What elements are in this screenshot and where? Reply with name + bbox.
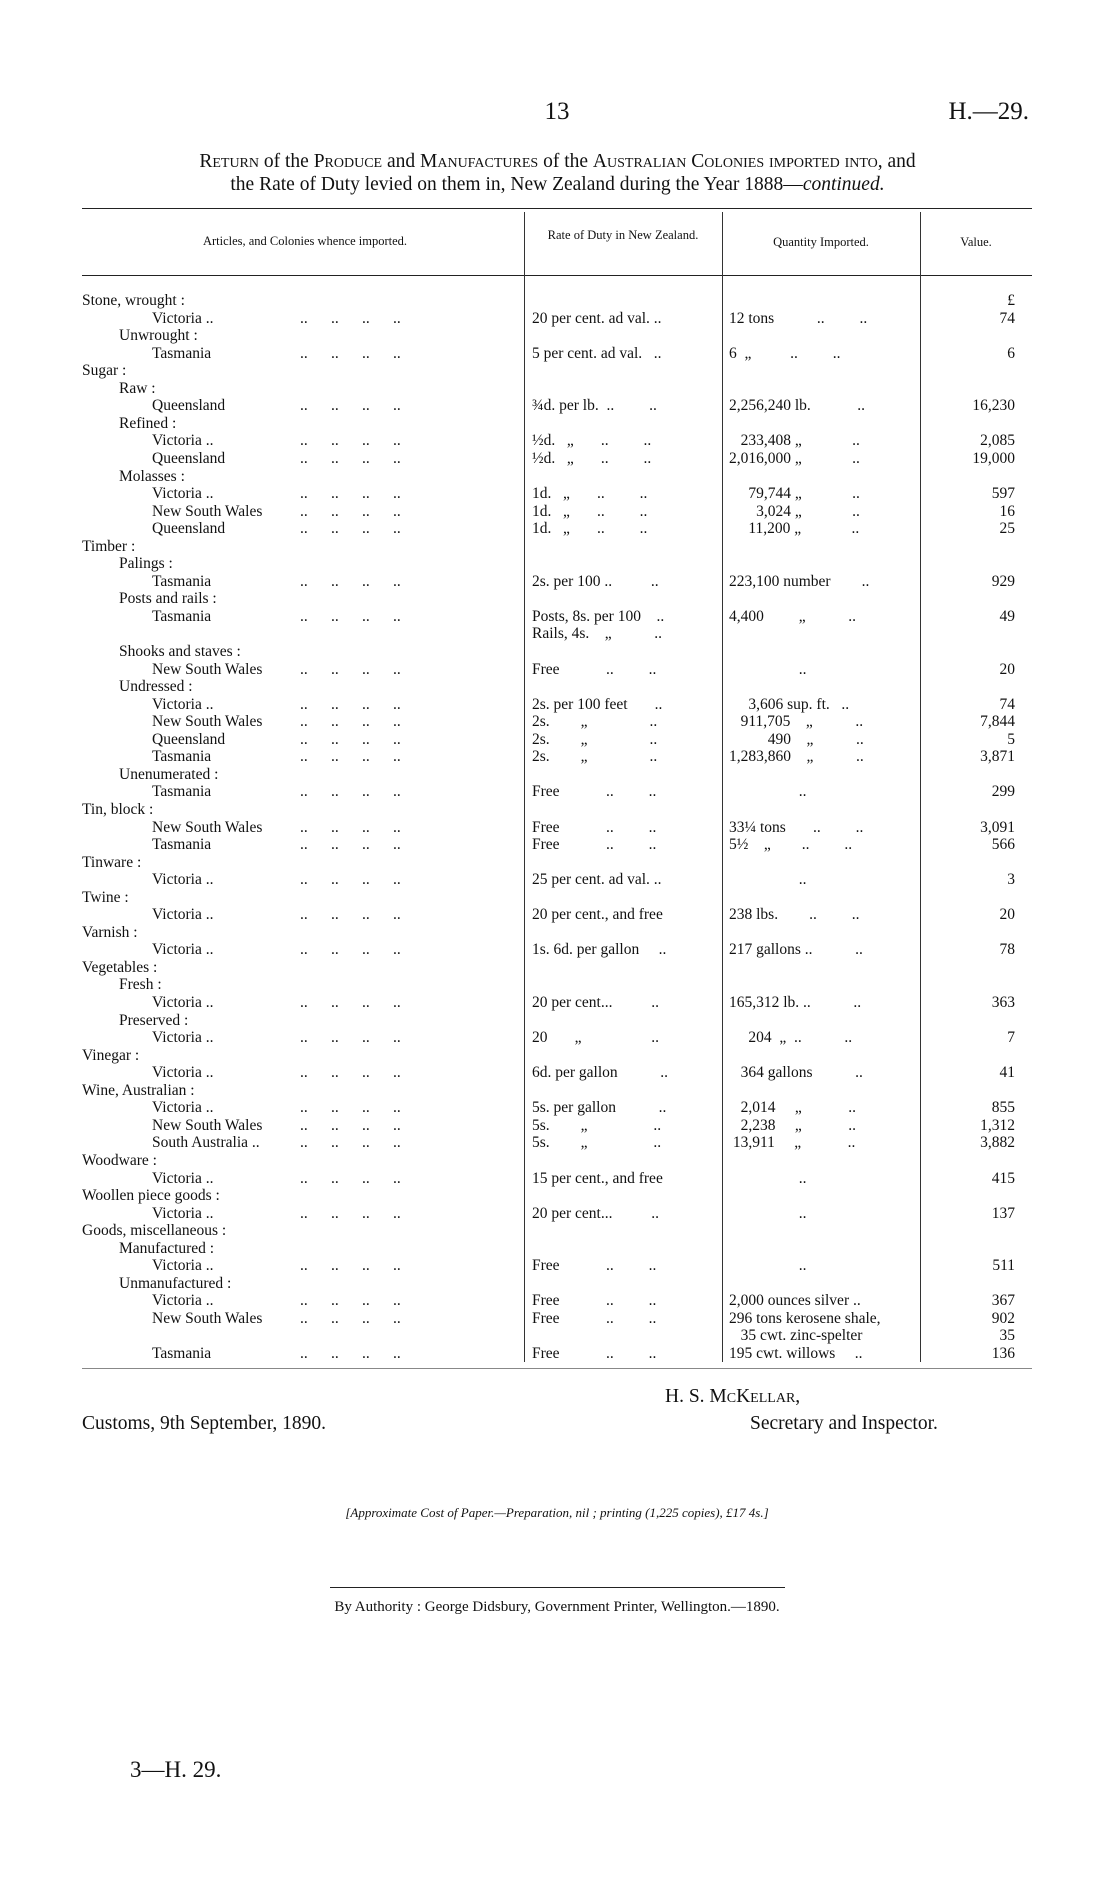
header-value: Value.: [960, 235, 992, 249]
quantity-cell: 2,016,000 „ ..: [729, 450, 860, 467]
article-cell: Raw :: [119, 380, 156, 397]
table-header-rule: [82, 275, 1032, 276]
value-cell: 78: [999, 941, 1015, 958]
quantity-cell: 3,024 „ ..: [729, 503, 860, 520]
title-word: and: [382, 151, 421, 172]
value-cell: 49: [999, 608, 1015, 625]
title-continued: continued.: [802, 174, 885, 195]
leader-dots: .. .. .. ..: [300, 1064, 401, 1081]
article-cell: Woollen piece goods :: [82, 1187, 220, 1204]
quantity-cell: 217 gallons .. ..: [729, 941, 863, 958]
quantity-cell: 6 „ .. ..: [729, 345, 841, 362]
quantity-cell: ..: [729, 1257, 807, 1274]
value-cell: 74: [999, 696, 1015, 713]
article-cell: Victoria ..: [152, 1205, 214, 1222]
quantity-cell: 2,256,240 lb. ..: [729, 397, 866, 414]
article-cell: Varnish :: [82, 924, 138, 941]
article-cell: Sugar :: [82, 362, 127, 379]
signatory-position: Secretary and Inspector.: [750, 1413, 938, 1434]
rate-cell: Free .. ..: [532, 783, 657, 800]
rate-cell: Rails, 4s. „ ..: [532, 625, 663, 642]
article-cell: Victoria ..: [152, 485, 214, 502]
leader-dots: .. .. .. ..: [300, 345, 401, 362]
leader-dots: .. .. .. ..: [300, 1117, 401, 1134]
value-cell: 19,000: [972, 450, 1015, 467]
quantity-cell: 204 „ .. ..: [729, 1029, 853, 1046]
value-cell: 3,091: [980, 819, 1015, 836]
value-cell: 363: [991, 994, 1015, 1011]
rate-cell: ¾d. per lb. .. ..: [532, 397, 657, 414]
article-cell: Woodware :: [82, 1152, 157, 1169]
value-cell: 7,844: [980, 713, 1015, 730]
article-cell: Queensland: [152, 520, 226, 537]
rate-cell: Free .. ..: [532, 819, 657, 836]
leader-dots: .. .. .. ..: [300, 748, 401, 765]
article-cell: Victoria ..: [152, 696, 214, 713]
article-cell: Posts and rails :: [119, 590, 217, 607]
article-cell: New South Wales: [152, 713, 263, 730]
quantity-cell: 1,283,860 „ ..: [729, 748, 864, 765]
article-cell: Timber :: [82, 538, 136, 555]
leader-dots: .. .. .. ..: [300, 713, 401, 730]
article-cell: Tin, block :: [82, 801, 154, 818]
leader-dots: .. .. .. ..: [300, 432, 401, 449]
article-cell: Undressed :: [119, 678, 193, 695]
quantity-cell: 33¼ tons .. ..: [729, 819, 864, 836]
quantity-cell: 13,911 „ ..: [729, 1134, 856, 1151]
article-cell: Victoria ..: [152, 1064, 214, 1081]
value-cell: 25: [999, 520, 1015, 537]
rate-cell: 2s. per 100 feet ..: [532, 696, 663, 713]
title-word: Produce: [313, 151, 383, 172]
title-word: Manufactures: [420, 151, 539, 172]
value-cell: 74: [999, 310, 1015, 327]
leader-dots: .. .. .. ..: [300, 608, 401, 625]
article-cell: Fresh :: [119, 976, 162, 993]
paper-cost-note: [Approximate Cost of Paper.—Preparation, nil ; printing (1,225 copies), £17 4s.]: [345, 1505, 769, 1520]
leader-dots: .. .. .. ..: [300, 310, 401, 327]
rate-cell: 2s. „ ..: [532, 713, 658, 730]
leader-dots: .. .. .. ..: [300, 573, 401, 590]
rate-cell: 1s. 6d. per gallon ..: [532, 941, 667, 958]
article-cell: Victoria ..: [152, 1292, 214, 1309]
value-cell: 16,230: [972, 397, 1015, 414]
article-cell: New South Wales: [152, 503, 263, 520]
value-cell: 20: [999, 661, 1015, 678]
leader-dots: .. .. .. ..: [300, 1257, 401, 1274]
leader-dots: .. .. .. ..: [300, 1029, 401, 1046]
column-rule-3: [920, 212, 921, 1362]
header-rate: Rate of Duty in New Zealand.: [547, 228, 699, 242]
quantity-cell: 2,014 „ ..: [729, 1099, 857, 1116]
article-cell: Tinware :: [82, 854, 142, 871]
table-bottom-rule: [82, 1368, 1032, 1369]
rate-cell: 20 per cent. ad val. ..: [532, 310, 662, 327]
article-cell: Vinegar :: [82, 1047, 140, 1064]
quantity-cell: 2,000 ounces silver ..: [729, 1292, 861, 1309]
rate-cell: 25 per cent. ad val. ..: [532, 871, 662, 888]
header-quantity: Quantity Imported.: [773, 235, 869, 249]
page-title: [70, 150, 1045, 196]
value-cell: 902: [991, 1310, 1015, 1327]
article-cell: Unenumerated :: [119, 766, 219, 783]
value-cell: 3,882: [980, 1134, 1015, 1151]
quantity-cell: 2,238 „ ..: [729, 1117, 857, 1134]
title-word: , and: [877, 151, 916, 172]
quantity-cell: 35 cwt. zinc-spelter: [729, 1327, 863, 1344]
article-cell: South Australia ..: [152, 1134, 260, 1151]
rate-cell: ½d. „ .. ..: [532, 450, 652, 467]
value-cell: 137: [991, 1205, 1015, 1222]
document-reference: H.—29.: [948, 98, 1029, 125]
table-top-rule: [82, 208, 1032, 209]
rate-cell: 5s. „ ..: [532, 1117, 662, 1134]
page-number: 13: [544, 98, 570, 125]
article-cell: Victoria ..: [152, 1170, 214, 1187]
rate-cell: 20 per cent... ..: [532, 994, 659, 1011]
article-cell: Twine :: [82, 889, 129, 906]
signatory-name: H. S. McKellar,: [665, 1386, 801, 1407]
rate-cell: 15 per cent., and free: [532, 1170, 663, 1187]
rate-cell: 2s. „ ..: [532, 731, 658, 748]
leader-dots: .. .. .. ..: [300, 1292, 401, 1309]
article-cell: Unmanufactured :: [119, 1275, 232, 1292]
article-cell: Vegetables :: [82, 959, 158, 976]
article-cell: New South Wales: [152, 661, 263, 678]
article-cell: Wine, Australian :: [82, 1082, 195, 1099]
leader-dots: .. .. .. ..: [300, 503, 401, 520]
rate-cell: 5s. „ ..: [532, 1134, 662, 1151]
rate-cell: 5s. per gallon ..: [532, 1099, 667, 1116]
rate-cell: 2s. per 100 .. ..: [532, 573, 659, 590]
quantity-cell: ..: [729, 871, 807, 888]
quantity-cell: 233,408 „ ..: [729, 432, 860, 449]
leader-dots: .. .. .. ..: [300, 1134, 401, 1151]
article-cell: Victoria ..: [152, 941, 214, 958]
rate-cell: 6d. per gallon ..: [532, 1064, 669, 1081]
leader-dots: .. .. .. ..: [300, 1205, 401, 1222]
article-cell: Queensland: [152, 397, 226, 414]
column-rule-2: [722, 212, 723, 1362]
article-cell: New South Wales: [152, 1310, 263, 1327]
article-cell: Victoria ..: [152, 1029, 214, 1046]
rate-cell: 1d. „ .. ..: [532, 503, 648, 520]
value-cell: 929: [991, 573, 1015, 590]
article-cell: Tasmania: [152, 783, 212, 800]
article-cell: Goods, miscellaneous :: [82, 1222, 227, 1239]
rate-cell: 20 „ ..: [532, 1029, 660, 1046]
article-cell: Shooks and staves :: [119, 643, 241, 660]
value-cell: 20: [999, 906, 1015, 923]
value-cell: 597: [991, 485, 1015, 502]
leader-dots: .. .. .. ..: [300, 994, 401, 1011]
article-cell: Unwrought :: [119, 327, 198, 344]
leader-dots: .. .. .. ..: [300, 819, 401, 836]
quantity-cell: 195 cwt. willows ..: [729, 1345, 863, 1362]
value-cell: 5: [1007, 731, 1015, 748]
header-articles: Articles, and Colonies whence imported.: [202, 234, 408, 248]
quantity-cell: 3,606 sup. ft. ..: [729, 696, 850, 713]
article-cell: Victoria ..: [152, 1099, 214, 1116]
leader-dots: .. .. .. ..: [300, 397, 401, 414]
leader-dots: .. .. .. ..: [300, 696, 401, 713]
leader-dots: .. .. .. ..: [300, 1099, 401, 1116]
article-cell: Queensland: [152, 731, 226, 748]
value-cell: 855: [991, 1099, 1015, 1116]
leader-dots: .. .. .. ..: [300, 661, 401, 678]
title-word: of the: [259, 151, 314, 172]
article-cell: Queensland: [152, 450, 226, 467]
quantity-cell: 490 „ ..: [729, 731, 864, 748]
quantity-cell: 165,312 lb. .. ..: [729, 994, 862, 1011]
article-cell: Tasmania: [152, 1345, 212, 1362]
rate-cell: Free .. ..: [532, 661, 657, 678]
rate-cell: Free .. ..: [532, 1292, 657, 1309]
title-word: Australian Colonies imported into: [592, 151, 878, 172]
article-cell: New South Wales: [152, 819, 263, 836]
article-cell: Refined :: [119, 415, 177, 432]
value-cell: 35: [999, 1327, 1015, 1344]
leader-dots: .. .. .. ..: [300, 450, 401, 467]
quantity-cell: 12 tons .. ..: [729, 310, 868, 327]
value-cell: 16: [999, 503, 1015, 520]
value-cell: 511: [992, 1257, 1015, 1274]
rate-cell: 1d. „ .. ..: [532, 520, 648, 537]
quantity-cell: 5½ „ .. ..: [729, 836, 853, 853]
leader-dots: .. .. .. ..: [300, 520, 401, 537]
leader-dots: .. .. .. ..: [300, 941, 401, 958]
quantity-cell: ..: [729, 1205, 807, 1222]
leader-dots: .. .. .. ..: [300, 836, 401, 853]
article-cell: Palings :: [119, 555, 173, 572]
quantity-cell: ..: [729, 661, 807, 678]
value-cell: £: [1007, 292, 1015, 309]
value-cell: 3: [1007, 871, 1015, 888]
rate-cell: ½d. „ .. ..: [532, 432, 652, 449]
signature-code: 3—H. 29.: [130, 1757, 222, 1782]
rate-cell: Free .. ..: [532, 1310, 657, 1327]
rate-cell: Free .. ..: [532, 1345, 657, 1362]
rate-cell: Free .. ..: [532, 1257, 657, 1274]
article-cell: Tasmania: [152, 608, 212, 625]
article-cell: Tasmania: [152, 573, 212, 590]
leader-dots: .. .. .. ..: [300, 1310, 401, 1327]
article-cell: Victoria ..: [152, 310, 214, 327]
rate-cell: 5 per cent. ad val. ..: [532, 345, 662, 362]
quantity-cell: ..: [729, 1170, 807, 1187]
title-word: Return: [199, 151, 259, 172]
rate-cell: 1d. „ .. ..: [532, 485, 648, 502]
article-cell: Victoria ..: [152, 871, 214, 888]
value-cell: 367: [991, 1292, 1015, 1309]
authority-rule: [330, 1587, 785, 1588]
article-cell: Tasmania: [152, 345, 212, 362]
article-cell: Victoria ..: [152, 994, 214, 1011]
quantity-cell: 79,744 „ ..: [729, 485, 860, 502]
value-cell: 566: [991, 836, 1015, 853]
quantity-cell: 364 gallons ..: [729, 1064, 863, 1081]
quantity-cell: ..: [729, 783, 807, 800]
quantity-cell: 223,100 number ..: [729, 573, 870, 590]
article-cell: Molasses :: [119, 468, 185, 485]
article-cell: Victoria ..: [152, 1257, 214, 1274]
value-cell: 299: [991, 783, 1015, 800]
printer-authority: By Authority : George Didsbury, Government Printer, Wellington.—1890.: [334, 1599, 780, 1615]
quantity-cell: 238 lbs. .. ..: [729, 906, 860, 923]
rate-cell: 2s. „ ..: [532, 748, 658, 765]
article-cell: Tasmania: [152, 748, 212, 765]
column-rule-1: [524, 212, 525, 1362]
article-cell: Victoria ..: [152, 432, 214, 449]
rate-cell: Posts, 8s. per 100 ..: [532, 608, 665, 625]
article-cell: Manufactured :: [119, 1240, 215, 1257]
article-cell: New South Wales: [152, 1117, 263, 1134]
article-cell: Victoria ..: [152, 906, 214, 923]
title-line-2: the Rate of Duty levied on them in, New Zealand during the Year 1888—: [230, 174, 803, 195]
leader-dots: .. .. .. ..: [300, 1170, 401, 1187]
rate-cell: 20 per cent., and free: [532, 906, 663, 923]
value-cell: 7: [1007, 1029, 1015, 1046]
quantity-cell: 11,200 „ ..: [729, 520, 860, 537]
leader-dots: .. .. .. ..: [300, 1345, 401, 1362]
rate-cell: Free .. ..: [532, 836, 657, 853]
leader-dots: .. .. .. ..: [300, 731, 401, 748]
article-cell: Stone, wrought :: [82, 292, 185, 309]
value-cell: 1,312: [980, 1117, 1015, 1134]
value-cell: 3,871: [980, 748, 1015, 765]
leader-dots: .. .. .. ..: [300, 485, 401, 502]
quantity-cell: 4,400 „ ..: [729, 608, 857, 625]
quantity-cell: 911,705 „ ..: [729, 713, 864, 730]
article-cell: Preserved :: [119, 1012, 189, 1029]
quantity-cell: 296 tons kerosene shale,: [729, 1310, 881, 1327]
value-cell: 136: [991, 1345, 1015, 1362]
leader-dots: .. .. .. ..: [300, 906, 401, 923]
rate-cell: 20 per cent... ..: [532, 1205, 659, 1222]
title-word: of the: [538, 151, 593, 172]
leader-dots: .. .. .. ..: [300, 783, 401, 800]
value-cell: 415: [991, 1170, 1015, 1187]
leader-dots: .. .. .. ..: [300, 871, 401, 888]
value-cell: 2,085: [980, 432, 1015, 449]
customs-date: Customs, 9th September, 1890.: [82, 1413, 327, 1434]
article-cell: Tasmania: [152, 836, 212, 853]
value-cell: 6: [1007, 345, 1015, 362]
value-cell: 41: [999, 1064, 1015, 1081]
